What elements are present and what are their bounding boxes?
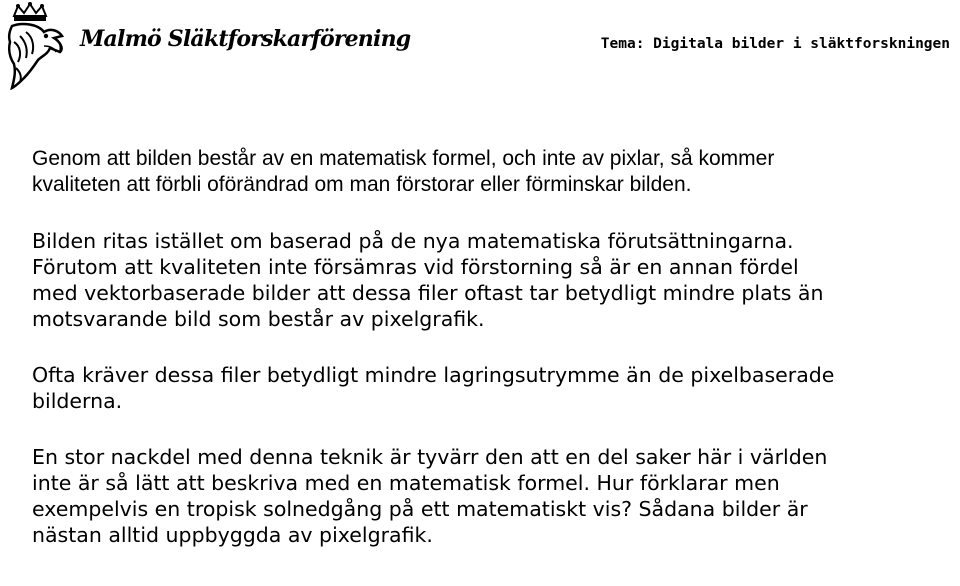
topic-heading: Tema: Digitala bilder i släktforskningen — [600, 36, 950, 52]
organization-name: Malmö Släktforskarförening — [80, 26, 411, 52]
paragraph: En stor nackdel med denna teknik är tyvärr den att en del saker här i världen inte är så lätt att beskriva med en matematisk formel. Hur förklarar men exempelvis en tropisk solnedgång på ett matematiskt vis? Sådana bilder är nästan alltid uppbyggda av pixelgrafik. — [32, 445, 828, 547]
crowned-griffin-crest-icon — [4, 2, 72, 90]
paragraph: Bilden ritas istället om baserad på de nya matematiska förutsättningarna. Förutom att kvaliteten inte försämras vid förstorning så är en annan fördel med vektorbaserade bilder att dessa filer oftast tar betydligt mindre plats än motsvarande bild som består av pixelgrafik. — [32, 229, 824, 331]
page-header — [0, 0, 960, 92]
paragraph: Genom att bilden består av en matematisk formel, och inte av pixlar, så kommer kvaliteten att förbli oförändrad om man förstorar eller förminskar bilden. — [32, 147, 775, 196]
paragraph: Ofta kräver dessa filer betydligt mindre lagringsutrymme än de pixelbaserade bilderna. — [32, 363, 835, 413]
main-content — [32, 146, 952, 548]
